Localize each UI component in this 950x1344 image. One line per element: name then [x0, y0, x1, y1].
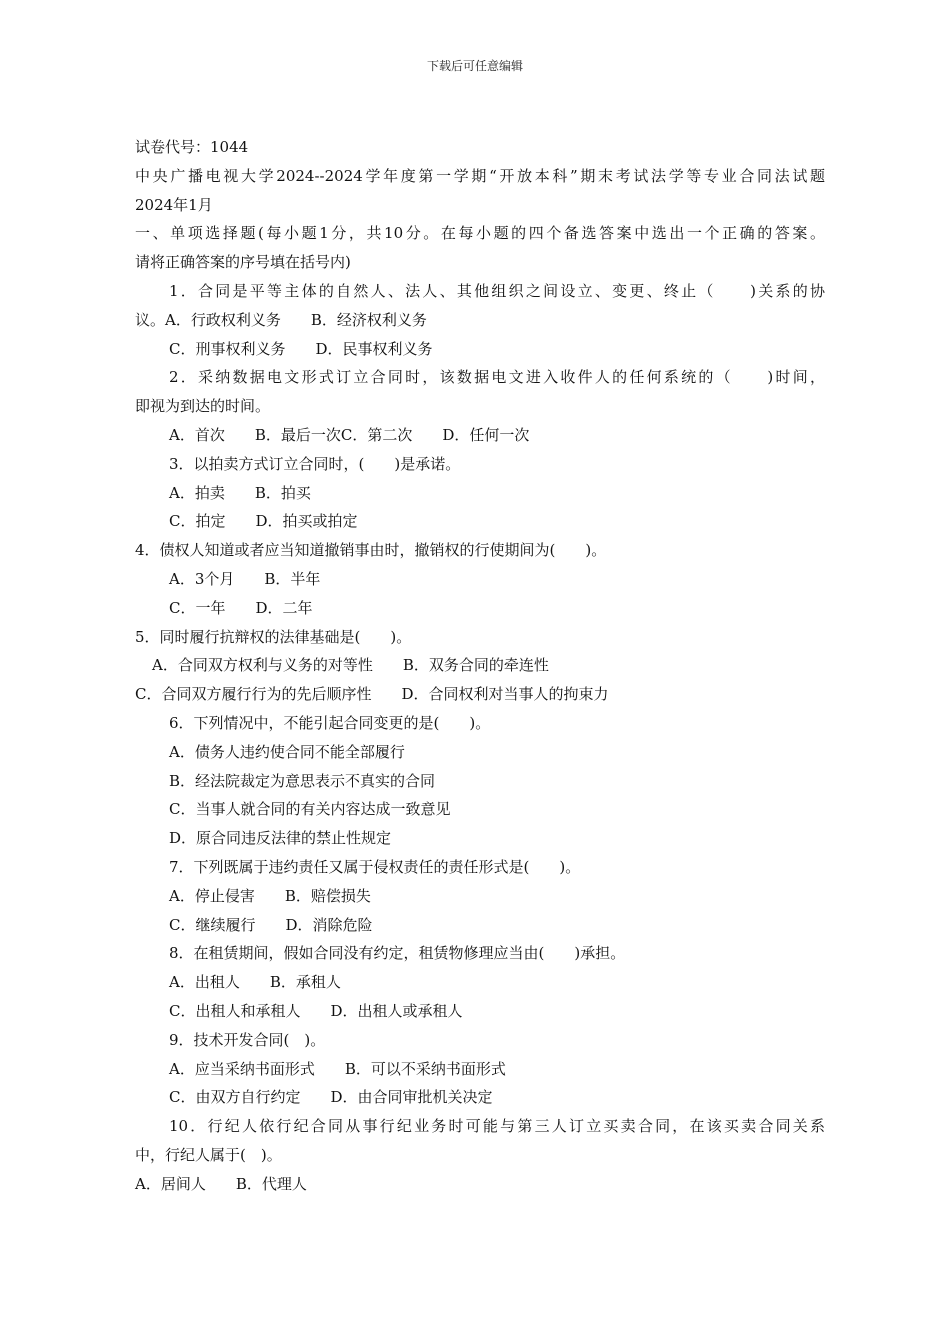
text-line: 6．下列情况中，不能引起合同变更的是( )。 [169, 713, 491, 732]
text-line: 3．以拍卖方式订立合同时，( )是承诺。 [169, 454, 461, 473]
text-line: 中，行纪人属于( )。 [135, 1145, 282, 1164]
text-line: A．应当采纳书面形式 B．可以不采纳书面形式 [169, 1059, 506, 1078]
text-line: 2024年1月 [135, 195, 213, 214]
text-line: D．原合同违反法律的禁止性规定 [169, 829, 392, 848]
text-line: 中央广播电视大学2024--2024学年度第一学期“开放本科”期末考试法学等专业合同法试题 [135, 166, 825, 185]
exam-body [135, 133, 825, 1198]
text-line: A．拍卖 B．拍买 [169, 483, 311, 502]
text-line: 1．合同是平等主体的自然人、法人、其他组织之间设立、变更、终止（ )关系的协 [169, 281, 825, 300]
text-line: 试卷代号：1044 [135, 138, 249, 156]
text-line: 8．在租赁期间，假如合同没有约定，租赁物修理应当由( )承担。 [169, 944, 626, 963]
text-line: A．居间人 B．代理人 [135, 1174, 307, 1193]
text-line: C．合同双方履行行为的先后顺序性 D．合同权利对当事人的拘束力 [135, 685, 609, 704]
text-line: 议。A．行政权利义务 B．经济权利义务 [135, 310, 427, 329]
text-line: A．3个月 B．半年 [169, 569, 321, 588]
text-line: 10．行纪人依行纪合同从事行纪业务时可能与第三人订立买卖合同，在该买卖合同关系 [169, 1117, 825, 1136]
text-line: 7．下列既属于违约责任又属于侵权责任的责任形式是( )。 [169, 857, 581, 876]
text-line: C．出租人和承租人 D．出租人或承租人 [169, 1001, 463, 1020]
text-line: A．停止侵害 B．赔偿损失 [169, 886, 371, 905]
text-line: B．经法院裁定为意思表示不真实的合同 [169, 771, 436, 790]
page-header: 下载后可任意编辑 [426, 59, 523, 73]
text-line: 9．技术开发合同( )。 [169, 1030, 326, 1049]
text-line: A．债务人违约使合同不能全部履行 [169, 742, 405, 761]
text-line: 请将正确答案的序号填在括号内) [135, 253, 351, 272]
text-line: A．首次 B．最后一次C．第二次 D．任何一次 [169, 425, 530, 444]
text-line: C．一年 D．二年 [169, 598, 313, 617]
text-line: C．当事人就合同的有关内容达成一致意见 [169, 800, 451, 819]
text-line: C．继续履行 D．消除危险 [169, 915, 373, 934]
text-line: 5．同时履行抗辩权的法律基础是( )。 [135, 627, 412, 646]
text-line: C．刑事权利义务 D．民事权利义务 [169, 339, 433, 358]
text-line: C．由双方自行约定 D．由合同审批机关决定 [169, 1088, 493, 1107]
text-line: A．出租人 B．承租人 [169, 973, 341, 992]
text-line: 4．债权人知道或者应当知道撤销事由时，撤销权的行使期间为( )。 [135, 541, 607, 560]
text-line: A．合同双方权利与义务的对等性 B．双务合同的牵连性 [152, 656, 549, 675]
text-line: 2．采纳数据电文形式订立合同时，该数据电文进入收件人的任何系统的（ )时间， [169, 368, 825, 387]
text-line: 即视为到达的时间。 [135, 397, 271, 416]
text-line: 一、单项选择题(每小题1分，共10分。在每小题的四个备选答案中选出一个正确的答案。 [135, 224, 825, 243]
text-line: C．拍定 D．拍买或拍定 [169, 512, 358, 531]
